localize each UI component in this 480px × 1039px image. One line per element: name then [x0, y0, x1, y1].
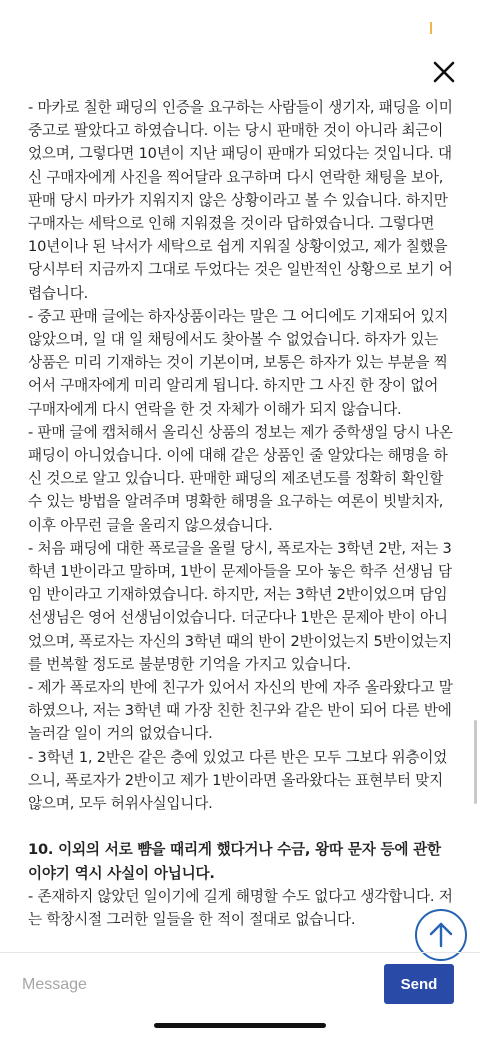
message-input[interactable]: [22, 970, 322, 1000]
arrow-up-icon: [426, 920, 456, 950]
paragraph: - 마카로 칠한 패딩의 인증을 요구하는 사람들이 생기자, 패딩을 이미 중고로 팔았다고 하였습니다. 이는 당시 판매한 것이 아니라 최근이었으며, 그렇다면 10년이 지난 패딩이 판매가 되었다는 것입니다. 대신 구매자에게 사진을 찍어달라 요구하며 다시 연락한 채팅을 보아, 판매 당시 마카가 지워지지 않은 상황이라고 볼 수 있습니다. 하지만 구매자는 세탁으로 인해 지워졌을 것이라 답하였습니다. 그렇다면 10년이나 된 낙서가 세탁으로 쉽게 지워질 상황이었고, 제가 칠했을 당시부터 지금까지 그대로 두었다는 것은 일반적인 상황으로 보기 어렵습니다.: [28, 99, 453, 302]
paragraph: - 3학년 1, 2반은 같은 층에 있었고 다른 반은 모두 그보다 위층이었으니, 폭로자가 2반이고 제가 1반이라면 올라왔다는 표현부터 맞지 않으며, 모두 허위사실입니다.: [28, 748, 448, 813]
home-indicator[interactable]: [154, 1023, 326, 1028]
composer-divider: [0, 952, 480, 953]
status-accent-mark: [430, 22, 432, 34]
paragraph: - 처음 패딩에 대한 폭로글을 올릴 당시, 폭로자는 3학년 2반, 저는 3학년 1반이라고 말하며, 1반이 문제아들을 모아 놓은 학주 선생님 담임 반이라고 기재하였습니다. 하지만, 저는 3학년 2반이었으며 담임 선생님은 영어 선생님이었습니다. 더군다나 1반은 문제아 반이 아니었으며, 폭로자는 자신의 3학년 때의 반이 2반이었는지 5반이었는지를 번복할 정도로 불분명한 기억을 가지고 있습니다.: [28, 539, 453, 673]
section-heading: 10. 이외의 서로 뺨을 때리게 했다거나 수금, 왕따 문자 등에 관한 이야기 역시 사실이 아닙니다.: [28, 841, 441, 882]
scroll-to-top-button[interactable]: [415, 909, 467, 961]
close-button[interactable]: [430, 58, 458, 86]
send-button[interactable]: Send: [384, 964, 454, 1004]
paragraph: - 판매 글에 캡처해서 올리신 상품의 정보는 제가 중학생일 당시 나온 패딩이 아니었습니다. 이에 대해 같은 상품인 줄 알았다는 해명을 하신 것으로 알고 있습니다. 판매한 패딩의 제조년도를 정확히 확인할 수 있는 방법을 알려주며 명확한 해명을 요구하는 여론이 빗발치자, 이후 아무런 글을 올리지 않으셨습니다.: [28, 423, 453, 534]
paragraph: - 중고 판매 글에는 하자상품이라는 말은 그 어디에도 기재되어 있지 않았으며, 일 대 일 채팅에서도 찾아볼 수 없었습니다. 하자가 있는 상품은 미리 기재하는 것이 기본이며, 보통은 하자가 있는 부분을 찍어서 구매자에게 미리 알리게 됩니다. 하지만 그 사진 한 장이 없어 구매자에게 다시 연락을 한 것 자체가 이해가 되지 않습니다.: [28, 307, 449, 418]
paragraph: - 제가 폭로자의 반에 친구가 있어서 자신의 반에 자주 올라왔다고 말하였으나, 저는 3학년 때 가장 친한 친구와 같은 반이 되어 다른 반에 놀러갈 일이 거의 없었습니다.: [28, 679, 453, 743]
statement-text: [28, 96, 454, 948]
paragraph: - 존재하지 않았던 일이기에 길게 해명할 수도 없다고 생각합니다. 저는 학창시절 그러한 일들을 한 적이 절대로 없습니다.: [28, 887, 453, 928]
close-icon: [430, 58, 458, 86]
scrollbar[interactable]: [474, 720, 477, 804]
